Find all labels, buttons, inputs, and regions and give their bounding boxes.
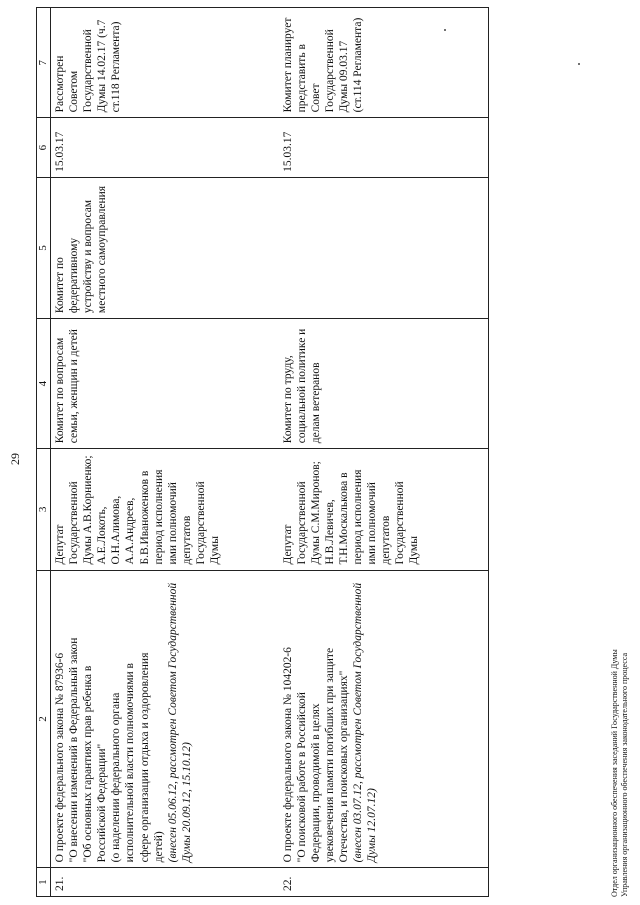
bill-title-line: О проекте федерального закона № 104202-6 <box>281 647 294 863</box>
bill-title-line: Федерации, проводимой в целях <box>309 703 322 863</box>
date-cell: 15.03.17 <box>51 118 279 178</box>
co-committee-cell <box>279 177 489 318</box>
table-row <box>51 8 279 897</box>
row-number: 22. <box>279 868 489 897</box>
column-header: 6 <box>37 118 51 178</box>
authors-cell: Депутат Государственной Думы А.В.Корниенко; А.Е.Локоть, О.Н.Алимова, А.А.Андреев, Б.В.Иваноженков в период исполнения ими полномочий депутатов Государственной Думы <box>51 449 279 570</box>
authors-cell: Депутат Государственной Думы С.М.Миронов; Н.В.Левичев, Т.Н.Москалькова в период исполнения ими полномочий депутатов Государственной Думы <box>279 449 489 570</box>
scan-speck <box>444 29 446 31</box>
date-cell: 15.03.17 <box>279 118 489 178</box>
bill-title-line: увековечения памяти погибших при защите <box>323 647 336 863</box>
bill-title-line: "О поисковой работе в Российской <box>295 692 308 863</box>
column-header: 7 <box>37 8 51 118</box>
page-number: 29 <box>8 453 22 465</box>
bill-title-line: "О внесении изменений в Федеральный закон <box>68 637 81 863</box>
column-header: 3 <box>37 449 51 570</box>
footer-line: Управления организационного обеспечения законодательного процесса <box>620 652 629 897</box>
bill-title-cell <box>279 570 489 868</box>
bills-table <box>36 7 489 897</box>
footer <box>610 649 630 897</box>
committee-cell: Комитет по вопросам семьи, женщин и детей <box>51 319 279 449</box>
column-header: 4 <box>37 319 51 449</box>
row-number: 21. <box>51 868 279 897</box>
column-header: 1 <box>37 868 51 897</box>
bill-title-line: Отечества, и поисковых организациях" <box>337 670 350 863</box>
scan-speck <box>578 63 580 65</box>
committee-cell: Комитет по труду, социальной политике и делам ветеранов <box>279 319 489 449</box>
status-cell: Комитет планирует представить в Совет Государственной Думы 09.03.17 (ст.114 Регламента) <box>279 8 489 118</box>
column-header-row <box>37 8 51 897</box>
status-cell: Рассмотрен Советом Государственной Думы 14.02.17 (ч.7 ст.118 Регламента) <box>51 8 279 118</box>
column-header: 2 <box>37 570 51 868</box>
bill-title-cell <box>51 570 279 868</box>
bill-note: (внесен 03.07.12, рассмотрен Советом Государственной Думы 12.07.12) <box>351 582 378 863</box>
bill-title-line: О проекте федерального закона № 87936-6 <box>54 652 67 863</box>
bill-title-line: детей) <box>152 831 165 863</box>
bill-title-line: (о наделении федерального органа <box>110 692 123 863</box>
bill-title-line: исполнительной власти полномочиями в <box>124 663 137 863</box>
footer-line: Отдел организационного обеспечения заседаний Государственной Думы <box>610 649 619 897</box>
bill-title-line: Российской Федерации" <box>96 743 109 863</box>
bill-note: (внесен 05.06.12, рассмотрен Советом Государственной Думы 20.09.12, 15.10.12) <box>166 582 193 863</box>
co-committee-cell: Комитет по федеративному устройству и вопросам местного самоуправления <box>51 177 279 318</box>
bill-title-line: сфере организации отдыха и оздоровления <box>138 652 151 863</box>
column-header: 5 <box>37 177 51 318</box>
bill-title-line: "Об основных гарантиях прав ребенка в <box>82 665 95 863</box>
table-row <box>279 8 489 897</box>
